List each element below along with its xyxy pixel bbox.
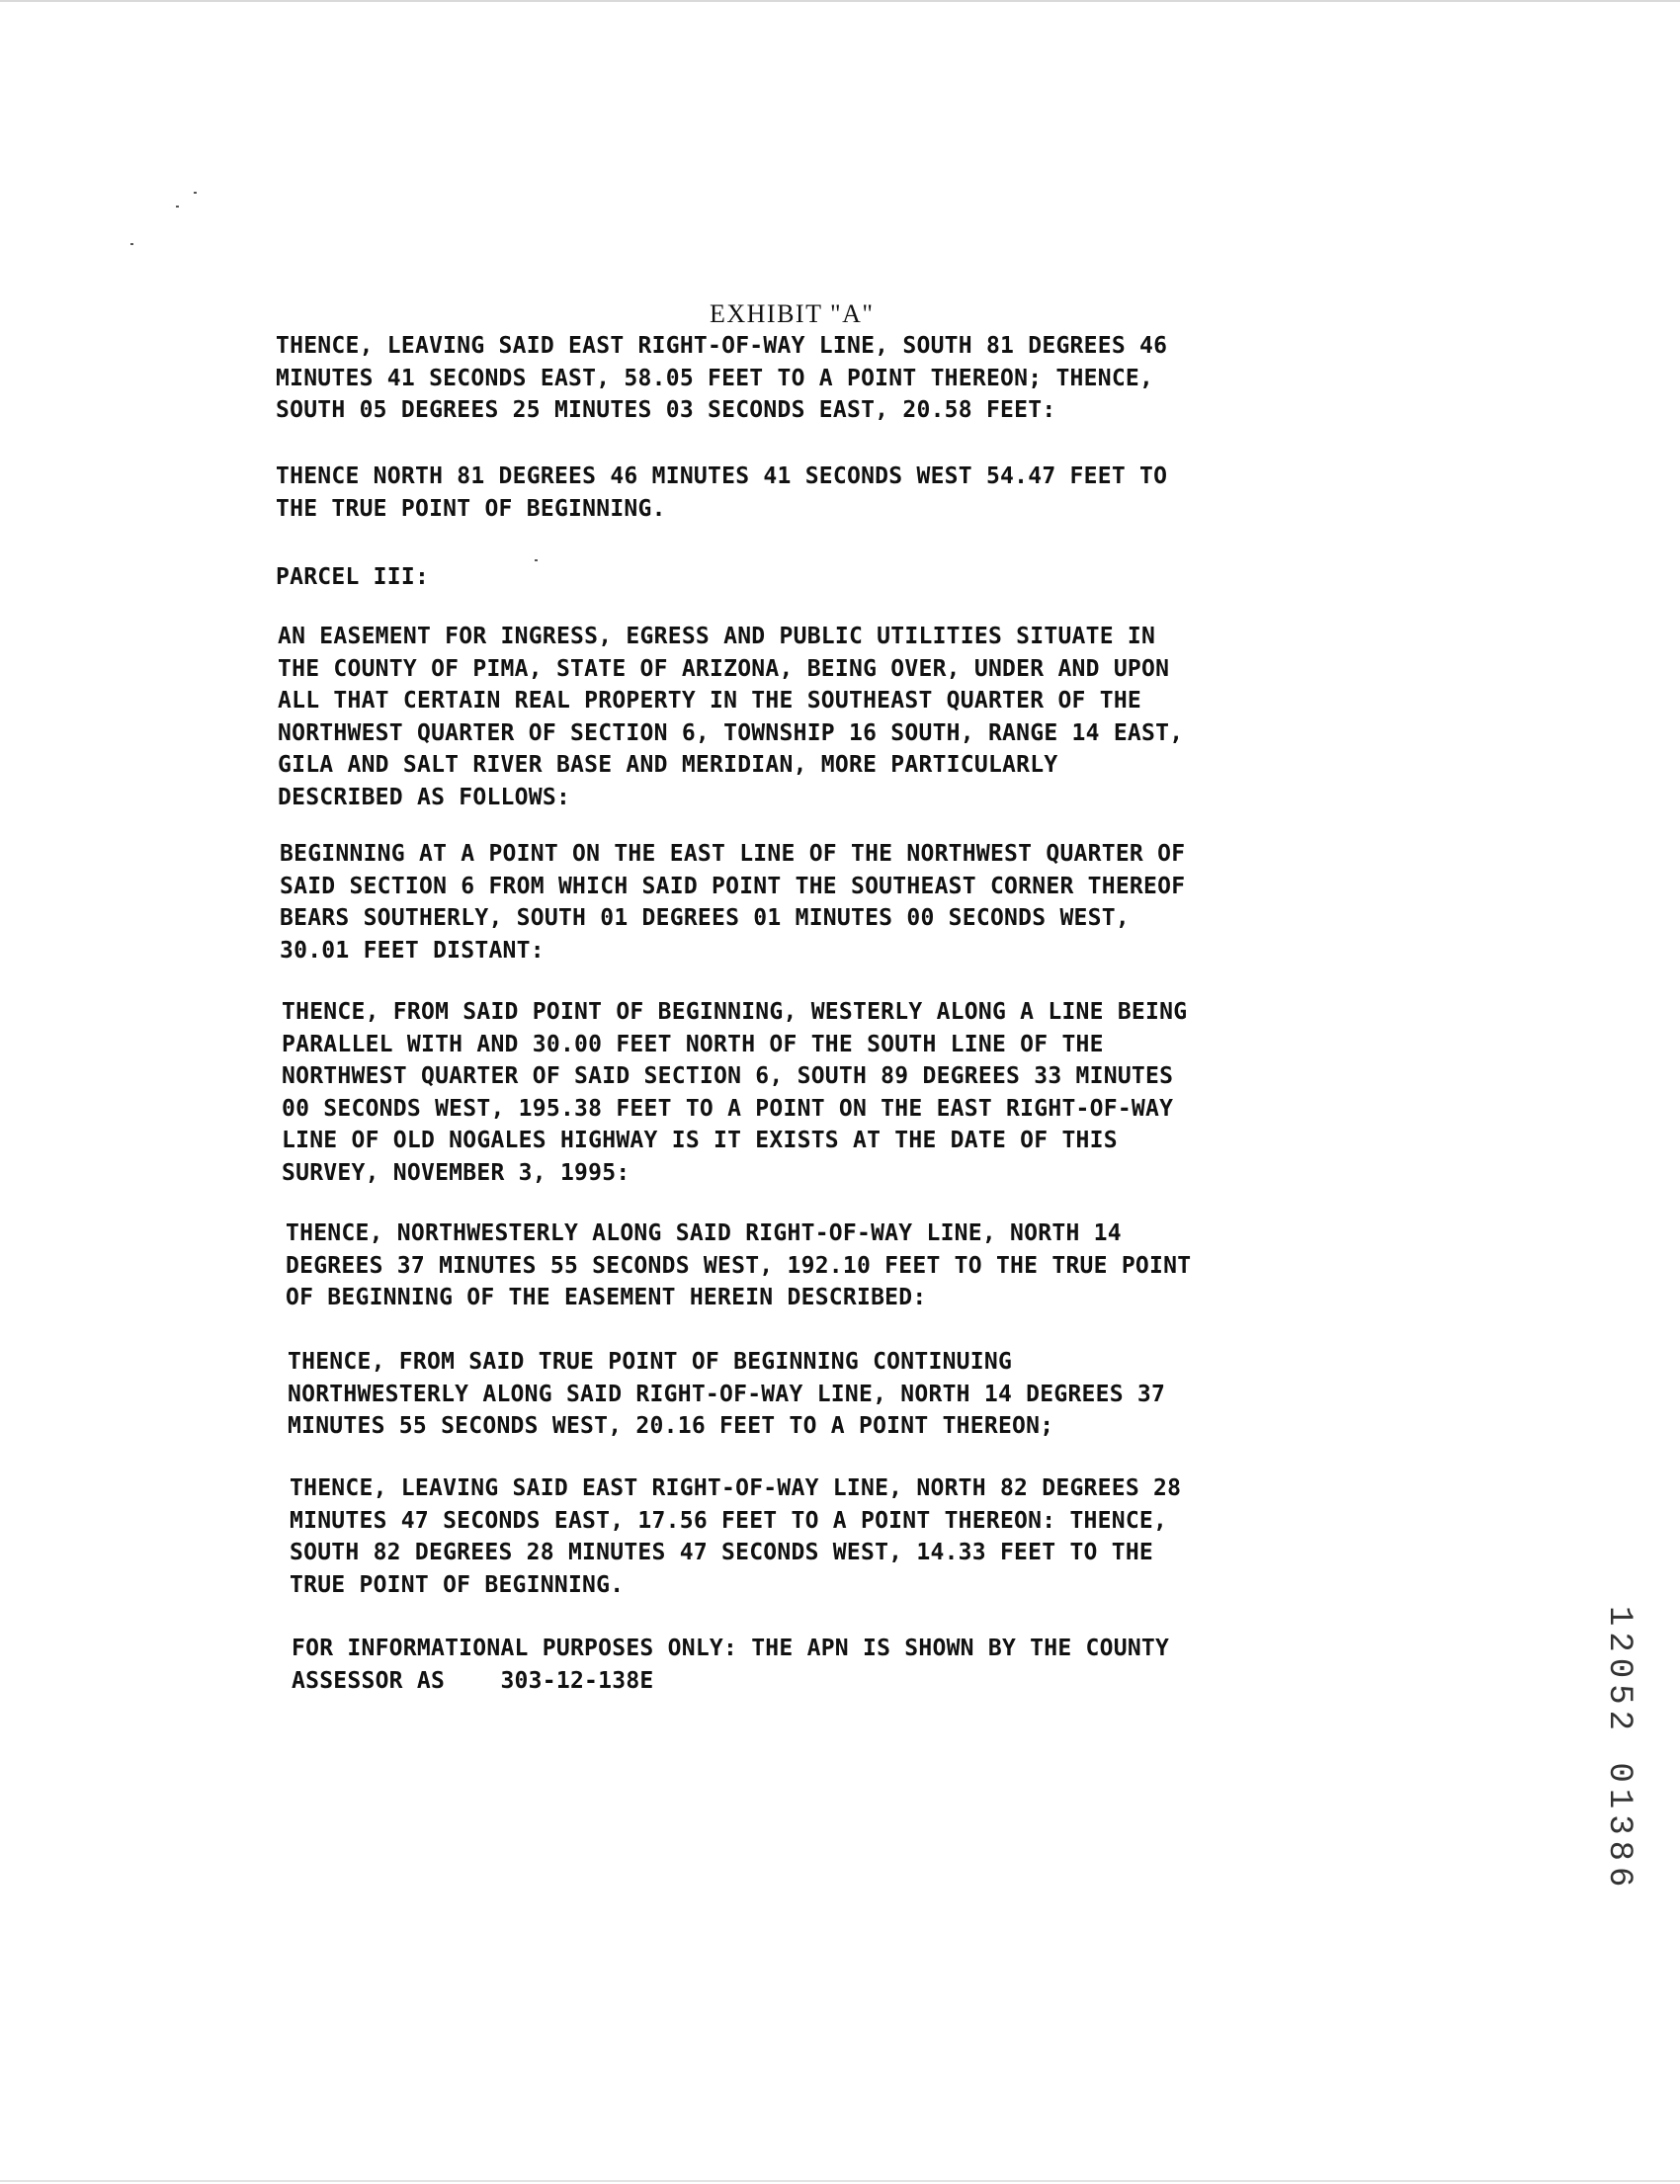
side-document-number: 12052 01386 — [1600, 1606, 1638, 1893]
scan-speck — [176, 206, 179, 208]
paragraph-westerly-line: THENCE, FROM SAID POINT OF BEGINNING, WESTERLY ALONG A LINE BEING PARALLEL WITH AND 30.00 FEET NORTH OF THE SOUTH LINE OF THE NORTHWEST QUARTER OF SAID SECTION 6, SOUTH 89 DEGREES 33 MINUTES 00 SECONDS WEST, 195.38 FEET TO A POINT ON THE EAST RIGHT-OF-WAY LINE OF OLD NOGALES HIGHWAY IS IT EXISTS AT THE DATE OF THIS SURVEY, NOVEMBER 3, 1995: — [282, 999, 1188, 1186]
paragraph-north-82: THENCE, LEAVING SAID EAST RIGHT-OF-WAY LINE, NORTH 82 DEGREES 28 MINUTES 47 SECONDS EAST, 17.56 FEET TO A POINT THEREON: THENCE, SOUTH 82 DEGREES 28 MINUTES 47 SECONDS WEST, 14.33 FEET TO THE TRUE POINT OF BEGINNING. — [290, 1475, 1182, 1598]
paragraph-continuing-northwesterly: THENCE, FROM SAID TRUE POINT OF BEGINNING CONTINUING NORTHWESTERLY ALONG SAID RIGHT-OF-WAY LINE, NORTH 14 DEGREES 37 MINUTES 55 SECONDS WEST, 20.16 FEET TO A POINT THEREON; — [288, 1349, 1166, 1439]
document-title: EXHIBIT "A" — [710, 299, 875, 328]
scan-speck — [130, 243, 133, 245]
paragraph-apn-note: FOR INFORMATIONAL PURPOSES ONLY: THE APN IS SHOWN BY THE COUNTY ASSESSOR AS 303-12-138E — [292, 1636, 1170, 1694]
scan-speck — [535, 559, 538, 561]
top-scan-border — [0, 0, 1680, 2]
paragraph-thence-south-81: THENCE, LEAVING SAID EAST RIGHT-OF-WAY LINE, SOUTH 81 DEGREES 46 MINUTES 41 SECONDS EAST, 58.05 FEET TO A POINT THEREON; THENCE, SOUTH 05 DEGREES 25 MINUTES 03 SECONDS EAST, 20.58 FEET: — [276, 333, 1168, 423]
paragraph-thence-north-81: THENCE NORTH 81 DEGREES 46 MINUTES 41 SECONDS WEST 54.47 FEET TO THE TRUE POINT OF BEGINNING. — [276, 463, 1168, 522]
scan-speck — [194, 192, 197, 194]
paragraph-easement-description: AN EASEMENT FOR INGRESS, EGRESS AND PUBLIC UTILITIES SITUATE IN THE COUNTY OF PIMA, STATE OF ARIZONA, BEING OVER, UNDER AND UPON ALL THAT CERTAIN REAL PROPERTY IN THE SOUTHEAST QUARTER OF THE NORTHWEST QUARTER OF SECTION 6, TOWNSHIP 16 SOUTH, RANGE 14 EAST, GILA AND SALT RIVER BASE AND MERIDIAN, MORE PARTICULARLY DESCRIBED AS FOLLOWS: — [278, 624, 1184, 810]
parcel-heading: PARCEL III: — [276, 564, 430, 590]
paragraph-northwesterly-line: THENCE, NORTHWESTERLY ALONG SAID RIGHT-OF-WAY LINE, NORTH 14 DEGREES 37 MINUTES 55 SECONDS WEST, 192.10 FEET TO THE TRUE POINT OF BEGINNING OF THE EASEMENT HEREIN DESCRIBED: — [286, 1220, 1192, 1310]
paragraph-beginning-point: BEGINNING AT A POINT ON THE EAST LINE OF THE NORTHWEST QUARTER OF SAID SECTION 6 FROM WHICH SAID POINT THE SOUTHEAST CORNER THEREOF BEARS SOUTHERLY, SOUTH 01 DEGREES 01 MINUTES 00 SECONDS WEST, 30.01 FEET DISTANT: — [280, 841, 1186, 964]
bottom-scan-border — [0, 2180, 1680, 2182]
